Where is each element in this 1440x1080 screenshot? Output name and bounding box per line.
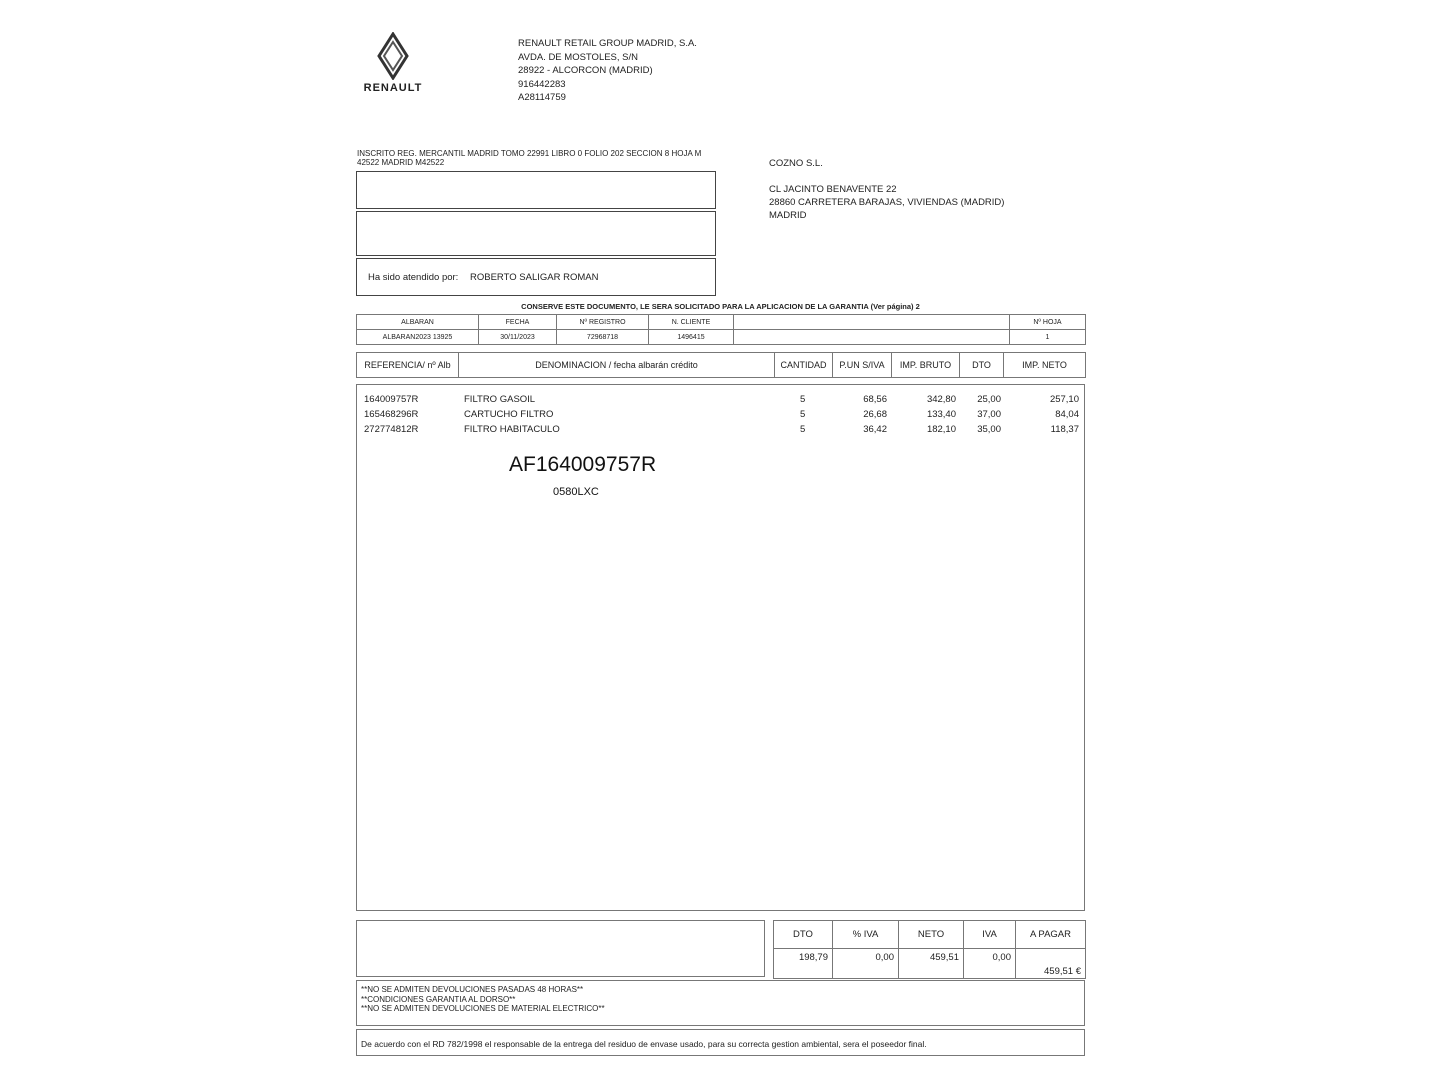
footer-note: **NO SE ADMITEN DEVOLUCIONES DE MATERIAL ELECTRICO** bbox=[361, 1004, 605, 1013]
tot-dto: 198,79 bbox=[774, 949, 833, 979]
tot-neto: 459,51 bbox=[899, 949, 964, 979]
item-ref: 165468296R bbox=[364, 409, 419, 420]
attended-label: Ha sido atendido por: bbox=[368, 272, 459, 283]
fecha-label: FECHA bbox=[479, 315, 557, 330]
cliente-label: N. CLIENTE bbox=[649, 315, 734, 330]
albaran-value: ALBARAN2023 13925 bbox=[357, 330, 479, 345]
header-blank bbox=[734, 315, 1010, 330]
item-net: 118,37 bbox=[1050, 424, 1079, 435]
customer-street: CL JACINTO BENAVENTE 22 bbox=[769, 184, 897, 195]
brand-name: RENAULT bbox=[363, 82, 423, 94]
item-qty: 5 bbox=[800, 409, 806, 420]
tot-neto-label: NETO bbox=[899, 921, 964, 949]
col-desc: DENOMINACION / fecha albarán crédito bbox=[459, 353, 775, 378]
item-unit: 26,68 bbox=[863, 409, 887, 420]
fecha-value: 30/11/2023 bbox=[479, 330, 557, 345]
footer-note: **CONDICIONES GARANTIA AL DORSO** bbox=[361, 994, 516, 1004]
col-net: IMP. NETO bbox=[1004, 353, 1086, 378]
tot-iva-label: IVA bbox=[964, 921, 1016, 949]
item-ref: 272774812R bbox=[364, 424, 419, 435]
hoja-label: Nº HOJA bbox=[1010, 315, 1086, 330]
blank-box-2 bbox=[356, 211, 716, 256]
tot-pagar-label: A PAGAR bbox=[1016, 921, 1086, 949]
header-table bbox=[356, 314, 1086, 345]
legal-text: De acuerdo con el RD 782/1998 el responsable de la entrega del residuo de envase usado, para su correcta gestion ambiental, sera el poseedor final. bbox=[361, 1039, 927, 1049]
big-reference: AF164009757R bbox=[509, 453, 657, 476]
blank-box-1 bbox=[356, 171, 716, 209]
item-qty: 5 bbox=[800, 424, 806, 435]
tot-iva: 0,00 bbox=[964, 949, 1016, 979]
registro-value: 72968718 bbox=[557, 330, 649, 345]
warranty-notice: CONSERVE ESTE DOCUMENTO, LE SERA SOLICITADO PARA LA APLICACION DE LA GARANTIA (Ver página) 2 bbox=[521, 302, 920, 311]
col-unit: P.UN S/IVA bbox=[833, 353, 892, 378]
tot-dto-label: DTO bbox=[774, 921, 833, 949]
registro-label: Nº REGISTRO bbox=[557, 315, 649, 330]
items-area bbox=[356, 384, 1085, 911]
item-dto: 25,00 bbox=[977, 394, 1001, 405]
hoja-value: 1 bbox=[1010, 330, 1086, 345]
tot-iva-pct-label: % IVA bbox=[833, 921, 899, 949]
footer-note: **NO SE ADMITEN DEVOLUCIONES PASADAS 48 HORAS** bbox=[361, 985, 584, 994]
footer-notes-box bbox=[356, 980, 1085, 1026]
company-block bbox=[518, 37, 697, 105]
item-unit: 68,56 bbox=[863, 394, 887, 405]
tot-iva-pct: 0,00 bbox=[833, 949, 899, 979]
customer-name: COZNO S.L. bbox=[769, 158, 823, 169]
registry-line-2: 42522 MADRID M42522 bbox=[357, 158, 445, 167]
registry-text bbox=[357, 149, 757, 167]
item-desc: CARTUCHO FILTRO bbox=[464, 409, 554, 420]
item-dto: 35,00 bbox=[977, 424, 1001, 435]
item-qty: 5 bbox=[800, 394, 806, 405]
company-city: 28922 - ALCORCON (MADRID) bbox=[518, 65, 653, 76]
company-name: RENAULT RETAIL GROUP MADRID, S.A. bbox=[518, 38, 697, 49]
attended-box bbox=[356, 258, 716, 296]
renault-logo bbox=[356, 32, 430, 96]
legal-box bbox=[356, 1029, 1085, 1056]
item-net: 257,10 bbox=[1049, 394, 1079, 405]
items-column-headers bbox=[356, 352, 1086, 378]
bottom-blank-box bbox=[356, 920, 765, 977]
albaran-label: ALBARAN bbox=[357, 315, 479, 330]
customer-block bbox=[769, 157, 1004, 222]
item-gross: 342,80 bbox=[926, 394, 956, 405]
item-gross: 182,10 bbox=[926, 424, 956, 435]
item-desc: FILTRO GASOIL bbox=[464, 394, 536, 405]
customer-city: 28860 CARRETERA BARAJAS, VIVIENDAS (MADRID) bbox=[769, 197, 1005, 208]
attended-name: ROBERTO SALIGAR ROMAN bbox=[470, 272, 599, 283]
item-dto: 37,00 bbox=[977, 409, 1001, 420]
col-gross: IMP. BRUTO bbox=[892, 353, 960, 378]
totals-table bbox=[773, 920, 1086, 979]
registry-line-1: INSCRITO REG. MERCANTIL MADRID TOMO 22991 LIBRO 0 FOLIO 202 SECCION 8 HOJA M bbox=[357, 149, 702, 158]
company-address: AVDA. DE MOSTOLES, S/N bbox=[518, 51, 639, 63]
col-qty: CANTIDAD bbox=[775, 353, 833, 378]
col-ref: REFERENCIA/ nº Alb bbox=[357, 353, 459, 378]
cliente-value: 1496415 bbox=[649, 330, 734, 345]
item-unit: 36,42 bbox=[863, 424, 887, 435]
renault-diamond-icon bbox=[356, 32, 430, 80]
tot-pagar: 459,51 € bbox=[1016, 949, 1086, 979]
customer-province: MADRID bbox=[769, 210, 807, 221]
item-net: 84,04 bbox=[1055, 409, 1079, 420]
item-gross: 133,40 bbox=[926, 409, 956, 420]
company-phone: 916442283 bbox=[518, 78, 566, 90]
plate-number: 0580LXC bbox=[553, 486, 599, 498]
item-desc: FILTRO HABITACULO bbox=[464, 424, 560, 435]
header-blank-value bbox=[734, 330, 1010, 345]
item-ref: 164009757R bbox=[364, 394, 419, 405]
company-tax-id: A28114759 bbox=[518, 92, 566, 103]
col-dto: DTO bbox=[960, 353, 1004, 378]
